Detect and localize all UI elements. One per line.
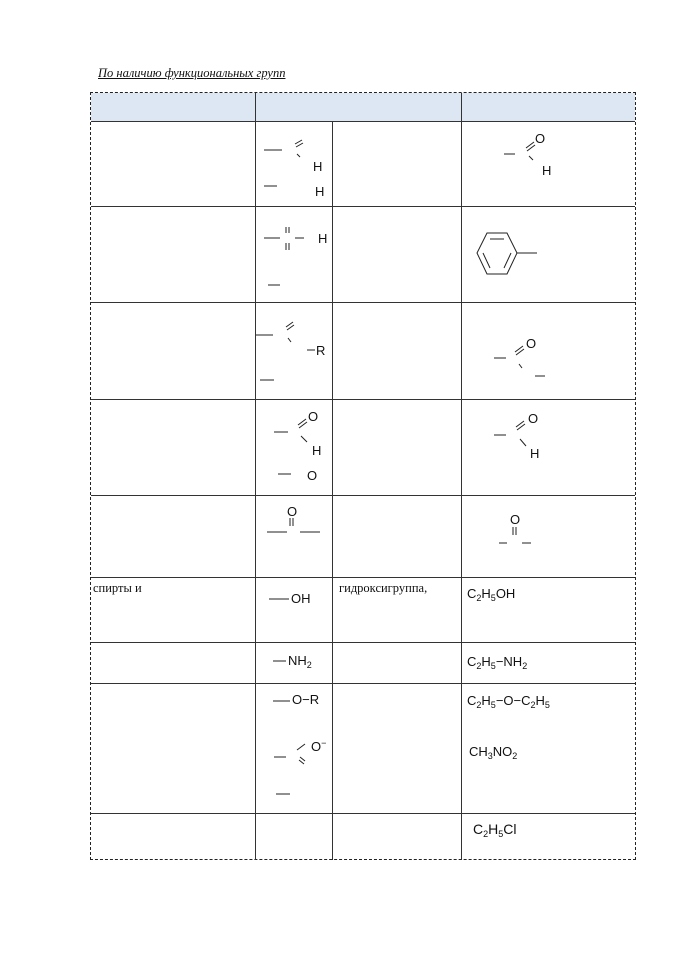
functional-groups-table <box>90 92 636 860</box>
triple-bond-structure <box>262 225 322 295</box>
row-divider <box>91 642 635 643</box>
atom-o: O <box>526 336 537 351</box>
column-divider <box>461 93 462 860</box>
atom-h: H <box>542 163 552 178</box>
row-divider <box>91 577 635 578</box>
carbonyl-example-structure <box>497 526 537 546</box>
atom-o: O <box>308 409 319 424</box>
atom-o: O <box>535 131 546 146</box>
atom-o: O <box>528 411 539 426</box>
bond-line <box>272 699 292 703</box>
ethanol-formula: $C_2H_5OH$ <box>467 586 516 603</box>
row-divider <box>91 495 635 496</box>
ketone-example-structure <box>490 340 550 380</box>
row-divider <box>91 399 635 400</box>
atom-h: H <box>315 184 325 199</box>
row-divider <box>91 683 635 684</box>
benzene-ring-structure <box>473 231 543 281</box>
amino-group: $NH_2$ <box>288 653 312 670</box>
group-name: гидроксигруппа, <box>339 581 428 595</box>
chloroethane-formula: $C_2H_5Cl$ <box>473 821 517 839</box>
ketone-group-structure <box>255 320 325 385</box>
class-name: спирты и <box>93 581 142 595</box>
section-heading: По наличию функциональных групп <box>98 66 286 80</box>
row-divider <box>91 302 635 303</box>
atom-o-minus: O− <box>311 738 327 754</box>
diethyl-ether-formula: $C_2H_5-O-C_2H_5$ <box>467 693 550 710</box>
atom-o: O <box>287 504 298 519</box>
atom-h: H <box>318 231 328 246</box>
carbonyl-group-structure <box>265 517 325 537</box>
ethylamine-formula: $C_2H_5-NH_2$ <box>467 654 528 671</box>
nitromethane-formula: $CH_3NO_2$ <box>469 744 518 761</box>
hydroxyl-group: OH <box>291 591 311 606</box>
row-divider <box>91 813 635 814</box>
atom-h: H <box>530 446 540 461</box>
atom-o: O <box>307 468 318 483</box>
ether-group: O−R <box>292 692 320 707</box>
bond-line <box>268 597 290 601</box>
atom-h: H <box>313 159 323 174</box>
row-divider <box>91 206 635 207</box>
bond-line <box>272 659 288 663</box>
atom-o: O <box>510 512 521 527</box>
column-divider <box>332 122 333 860</box>
column-divider <box>255 93 256 860</box>
atom-r: R <box>316 343 326 358</box>
atom-h: H <box>312 443 322 458</box>
table-header-row <box>91 93 635 122</box>
